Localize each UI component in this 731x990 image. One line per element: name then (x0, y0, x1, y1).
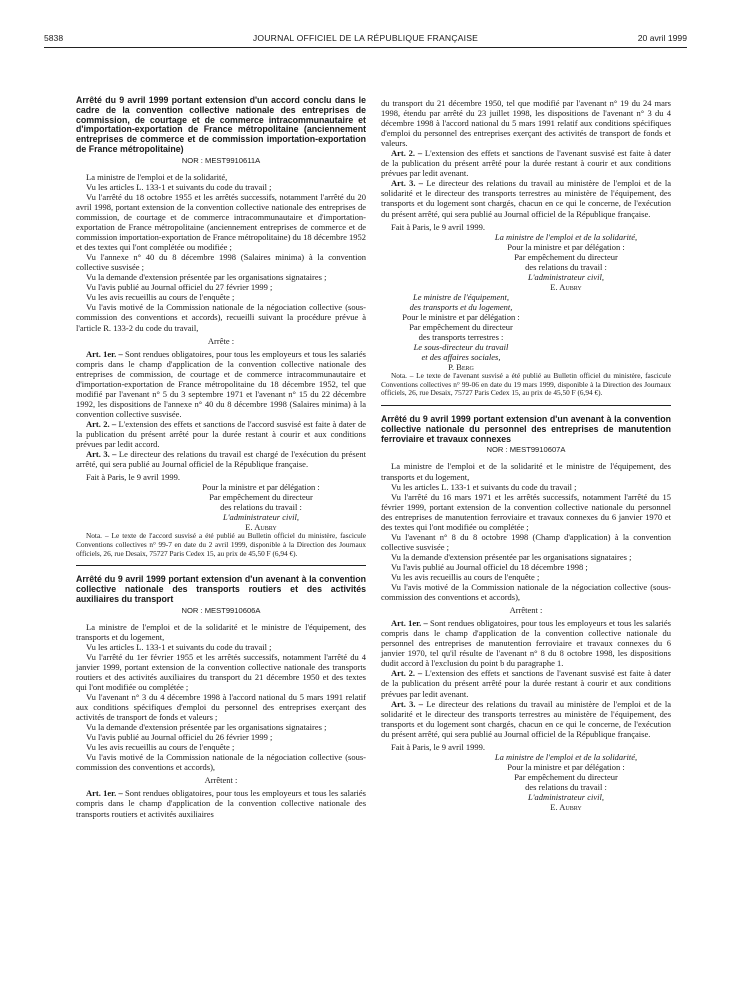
article-text: Le directeur des relations du travail est chargé de l'exécution du présent arrêté, qui sera publié au Journal officiel de la République française. (76, 449, 367, 470)
signatory-name: P. Berg (448, 362, 474, 373)
preamble-line: Vu l'avis publié au Journal officiel du 26 février 1999 ; (86, 732, 273, 743)
article-label: Art. 1er. – (86, 348, 123, 359)
signature-line: des relations du travail : (525, 261, 607, 272)
nota: Nota. – Le texte de l'accord susvisé a été publié au Bulletin officiel du ministère, fascicule Conventions collectives n° 99-7 en date du 2 avril 1999, disponible à la Direction des Journaux officiels, 26, rue Desaix, 75727 Paris Cedex 15, au prix de 45,50 F (6,94 €). (76, 531, 366, 558)
nor-reference: NOR : MEST9910611A (181, 155, 261, 165)
signature-line: L'administrateur civil, (528, 791, 604, 802)
page-number: 5838 (44, 33, 64, 43)
signature-line: des transports terrestres : (418, 332, 504, 343)
article (76, 419, 366, 449)
place-date: Fait à Paris, le 9 avril 1999. (86, 472, 180, 483)
article-label: Art. 1er. – (86, 788, 123, 799)
nor-reference: NOR : MEST9910606A (181, 605, 261, 615)
article-text: Le directeur des relations du travail au ministère de l'emploi et de la solidarité et le directeur des transports terrestres au ministère de l'équipement, des transports et du logement sont chargés, chacun en ce qui le concerne, de l'exécution du présent arrêté, qui sera publié au Journal officiel de la République française. (381, 178, 672, 219)
article-text: L'extension des effets et sanctions de l'avenant susvisé est faite à dater de la publication du présent arrêté pour la durée restant à courir et aux conditions prévues par ledit avenant. (381, 668, 672, 699)
nor-reference: NOR : MEST9910607A (486, 445, 566, 455)
signature-line: et des affaires sociales, (421, 352, 501, 363)
article (381, 148, 671, 178)
article-text: Sont rendues obligatoires, pour tous les employeurs et tous les salariés compris dans le champ d'application de la convention collective nationale des entreprises de commission, de courtage et de commerce intracommunautaire et d'importation-exportation de France métropolitaine du 18 décembre 1952, tel que modifié par l'avenant n° 5 du 3 septembre 1971 et l'avenant n° 15 du 22 décembre 1992, les dispositions de l'annexe n° 40 du 8 décembre 1998 (Salaires minima) à la convention collective susvisée. (76, 348, 366, 419)
journal-title: JOURNAL OFFICIEL DE LA RÉPUBLIQUE FRANÇAISE (252, 33, 479, 43)
article-label: Art. 2. – (391, 148, 423, 159)
preamble-line: Vu l'avis motivé de la Commission nationale de la négociation collective (sous-commission des conventions et accords), recueilli suivant la procédure prévue à l'article R. 133-2 du code du travail, (76, 302, 366, 333)
signatory-name: E. Aubry (550, 281, 582, 292)
preamble-line: Vu l'avis motivé de la Commission nationale de la négociation collective (sous-commission des conventions et accords), (381, 582, 671, 603)
signature-line: Pour la ministre et par délégation : (507, 241, 625, 252)
article-label: Art. 1er. – (391, 618, 428, 629)
arrete-heading: Arrêtent : (204, 775, 238, 786)
preamble-line: Vu l'avenant n° 3 du 4 décembre 1998 à l'accord national du 5 mars 1991 relatif aux conditions spécifiques d'emploi du personnel des entreprises exerçant des activités de transport de fonds et valeurs ; (76, 692, 366, 723)
section-title: Arrêté du 9 avril 1999 portant extension d'un accord conclu dans le cadre de la convention collective nationale des entreprises de commission, de courtage et de commerce intracommunautaire et d'importation-exportation de France métropolitaine (anciennement entreprises de commerce et de commission importation-exportation de France métropolitaine) (76, 95, 366, 154)
preamble-line: Vu les avis recueillis au cours de l'enquête ; (391, 572, 540, 582)
place-date: Fait à Paris, le 9 avril 1999. (391, 741, 485, 752)
article (76, 788, 366, 818)
preamble-line: Vu les avis recueillis au cours de l'enquête ; (86, 292, 235, 303)
preamble-line: Vu les avis recueillis au cours de l'enquête ; (86, 742, 235, 753)
article-text: Le directeur des relations du travail au ministère de l'emploi et de la solidarité et le directeur des transports terrestres au ministère de l'équipement, des transports et du logement sont chargés, chacun en ce qui le concerne, de l'exécution du présent arrêté, qui sera publié au Journal officiel de la République française. (381, 698, 672, 739)
signature-line: Par empêchement du directeur (409, 322, 513, 333)
preamble-line: Vu l'arrêté du 16 mars 1971 et les arrêtés successifs, notamment l'arrêté du 15 février 1999, portant extension de la convention collective nationale du personnel des entreprises de manutention ferroviaire et travaux connexes du 6 janvier 1970 et des textes qui l'ont modifiée ou complétée ; (381, 491, 671, 532)
article-label: Art. 3. – (391, 698, 424, 709)
preamble-line: Vu l'avis publié au Journal officiel du 18 décembre 1998 ; (391, 561, 588, 572)
preamble-line: Vu l'avenant n° 8 du 8 octobre 1998 (Champ d'application) à la convention collective susvisée ; (381, 531, 671, 552)
article (76, 349, 366, 419)
article-text: L'extension des effets et sanctions de l'avenant susvisé est faite à dater de la publication du présent arrêté pour la durée restant à courir et aux conditions prévues par ledit avenant. (381, 148, 672, 179)
signature-line: La ministre de l'emploi et de la solidarité, (494, 751, 638, 762)
section-title: Arrêté du 9 avril 1999 portant extension d'un avenant à la convention collective nationale du personnel des entreprises de manutention ferroviaire et travaux connexes (381, 414, 671, 444)
signature-block (146, 482, 366, 532)
signature-line: La ministre de l'emploi et de la solidarité, (494, 231, 638, 242)
signatory-name: E. Aubry (550, 802, 582, 813)
page-header (44, 30, 687, 46)
preamble-line: Vu l'annexe n° 40 du 8 décembre 1998 (Salaires minima) à la convention collective susvisée ; (76, 252, 366, 273)
signature-line: des relations du travail : (525, 781, 607, 792)
article (76, 449, 366, 469)
article-text: L'extension des effets et sanctions de l'accord susvisé est faite à dater de la publication du présent arrêté pour la durée restant à courir et aux conditions prévues par ledit accord. (76, 418, 366, 450)
article-label: Art. 2. – (391, 668, 423, 679)
signature-line: des transports et du logement, (409, 301, 513, 312)
preamble-line: Vu la demande d'extension présentée par les organisations signataires ; (391, 551, 632, 562)
preamble-line: Vu l'arrêté du 18 octobre 1955 et les arrêtés successifs, notamment l'arrêté du 20 avril 1998, portant extension de la convention collective nationale des entreprises de commission, de courtage et de commerce intracommunautaire et d'importation-exportation de France métropolitaine (anciennement entreprises de commerce et de commission importation-exportation de France métropolitaine) du 18 décembre 1952 et des textes qui l'ont complétée ou modifiée ; (76, 191, 366, 253)
place-date: Fait à Paris, le 9 avril 1999. (391, 221, 485, 232)
section-title: Arrêté du 9 avril 1999 portant extension d'un avenant à la convention collective nationale des transports routiers et des activités auxiliaires du transport (76, 574, 366, 604)
signature-block-2 (381, 292, 531, 372)
header-rule (44, 47, 687, 48)
signature-line: L'administrateur civil, (223, 512, 299, 523)
right-column (381, 98, 671, 812)
signature-line: Pour la ministre et par délégation : (507, 761, 625, 772)
signature-block (451, 752, 671, 812)
preamble-line: Vu l'avis motivé de la Commission nationale de la négociation collective (sous-commission des conventions et accords), (76, 752, 366, 773)
article-continued: du transport du 21 décembre 1950, tel que modifié par l'avenant n° 19 du 24 mars 1998, étendu par arrêté du 23 juillet 1998, les dispositions de l'avenant n° 3 du 4 décembre 1998 à l'accord national du 5 mars 1991 relatif aux conditions spécifiques d'emploi du personnel des entreprises exerçant des activités de transport de fonds et valeurs. (381, 98, 671, 149)
signature-line: Le sous-directeur du travail (413, 342, 509, 353)
preamble-line: La ministre de l'emploi et de la solidarité et le ministre de l'équipement, des transports et du logement, (381, 461, 671, 482)
nota: Nota. – Le texte de l'avenant susvisé a été publié au Bulletin officiel du ministère, fascicule Conventions collectives n° 99-06 en date du 19 mars 1999, disponible à la Direction des Journaux officiels, 26, rue Desaix, 75727 Paris Cedex 15, au prix de 45,50 F (6,94 €). (381, 371, 671, 398)
preamble-line: Vu les articles L. 133-1 et suivants du code du travail ; (86, 181, 272, 192)
signature-line: L'administrateur civil, (528, 271, 604, 282)
article-text: Sont rendues obligatoires, pour tous les employeurs et tous les salariés compris dans le champ d'application de la convention collective nationale des transports routiers et activités auxiliaires (76, 788, 366, 819)
section-separator (381, 405, 671, 406)
article-label: Art. 3. – (86, 449, 117, 460)
preamble-line: Vu la demande d'extension présentée par les organisations signataires ; (86, 272, 327, 283)
preamble-line: Vu l'arrêté du 1er février 1955 et les arrêtés successifs, notamment l'arrêté du 4 janvier 1999, portant extension de la convention collective nationale des transports routiers et des activités auxiliaires du transport du 21 décembre 1950 et des textes qui l'ont modifiée ou complétée ; (76, 651, 366, 692)
signatory-name: E. Aubry (245, 522, 277, 533)
preamble-line: La ministre de l'emploi et de la solidarité, (86, 171, 228, 182)
signature-line: Par empêchement du directeur (514, 251, 618, 262)
signature-line: Pour la ministre et par délégation : (202, 482, 320, 493)
preamble-line: Vu les articles L. 133-1 et suivants du code du travail ; (86, 641, 272, 652)
signature-block (451, 232, 671, 292)
section-separator (76, 565, 366, 566)
article-label: Art. 2. – (86, 418, 117, 429)
arrete-heading: Arrête : (207, 335, 235, 346)
article (381, 178, 671, 218)
signature-line: des relations du travail : (220, 502, 302, 513)
signature-line: Le ministre de l'équipement, (413, 291, 509, 302)
signature-line: Par empêchement du directeur (209, 492, 313, 503)
preamble-line: Vu la demande d'extension présentée par les organisations signataires ; (86, 722, 327, 733)
article (381, 699, 671, 739)
preamble-line: Vu l'avis publié au Journal officiel du 27 février 1999 ; (86, 282, 273, 293)
article-text: Sont rendues obligatoires, pour tous les employeurs et tous les salariés compris dans le champ d'application de la convention collective nationale du personnel des entreprises de manutention ferroviaire et travaux connexes du 6 janvier 1970, tel qu'il résulte de l'avenant n° 8 du 8 octobre 1998, les dispositions dudit accord à l'exclusion du point b du paragraphe 1. (381, 618, 671, 669)
arrete-heading: Arrêtent : (509, 605, 543, 616)
article (381, 668, 671, 698)
article-label: Art. 3. – (391, 178, 424, 189)
signature-line: Par empêchement du directeur (514, 771, 618, 782)
article (381, 618, 671, 668)
signature-line: Pour le ministre et par délégation : (402, 311, 520, 322)
preamble-line: La ministre de l'emploi et de la solidarité et le ministre de l'équipement, des transports et du logement, (76, 621, 366, 642)
issue-date: 20 avril 1999 (637, 33, 687, 43)
left-column (76, 96, 366, 819)
preamble-line: Vu les articles L. 133-1 et suivants du code du travail ; (391, 481, 577, 492)
